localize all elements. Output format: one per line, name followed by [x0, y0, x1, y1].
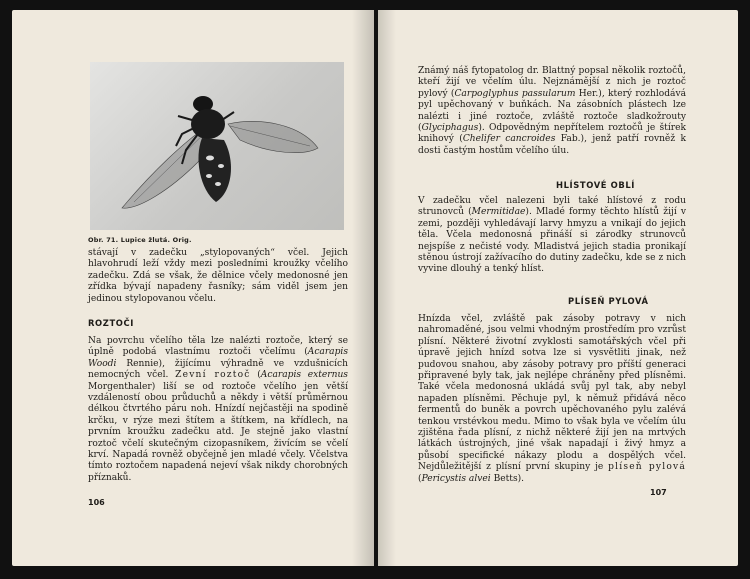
heading-roztoci: ROZTOČI — [88, 318, 134, 328]
p2b: Acarapis Woodi — [88, 347, 348, 369]
r2a: V zadečku včel nalezeni byli také hlístové z rodu strunovců ( — [418, 196, 686, 218]
gutter-shadow-left — [352, 10, 374, 566]
left-para1-text: stávají v zadečku „stylopovaných“ včel. Jejich hlavohrudí leží vždy mezi posledními kroužky včelího zadečku. Zdá se však, že dělnice včely medonosné jen zřídka bývají napadeny řasníky; sám viděl jsem jen jedinou stylopovanou včelu. — [88, 248, 348, 304]
left-paragraph-1 — [88, 248, 348, 305]
p2d: Zevní roztoč — [175, 370, 251, 381]
heading-hlistove-obli: HLÍSTOVÉ OBLÍ — [556, 180, 635, 190]
gutter-shadow-right — [378, 10, 396, 566]
r1d: Glyciphagus — [421, 123, 479, 134]
r3c: ( — [418, 473, 422, 484]
r1b: Carpoglyphus passularum — [454, 88, 576, 99]
page-number-right: 107 — [650, 488, 667, 497]
r1a: Známý náš fytopatolog dr. Blattný popsal několik roztočů, kteří žijí ve včelím úlu. Nejznámější z nich je roztoč pylový ( — [418, 66, 686, 99]
figure-photo-hoverfly — [90, 62, 344, 230]
r1g: Fab.), jenž patří rovněž k dosti častým hostům včelího úlu. — [418, 134, 686, 156]
right-page — [378, 10, 738, 566]
p2c: Rennie), žijícímu výhradně ve vzdušnicích nemocných včel. — [88, 358, 348, 381]
r3e: Betts). — [490, 473, 525, 484]
r2b: Mermitidae — [471, 207, 526, 218]
right-paragraph-3 — [418, 314, 686, 485]
p2f: Acarapis externus — [260, 370, 348, 381]
figure-caption: Obr. 71. Lupice žlutá. Orig. — [88, 236, 192, 244]
left-paragraph-2 — [88, 336, 348, 484]
p2e: ( — [250, 370, 261, 381]
right-paragraph-1 — [418, 66, 686, 157]
r2c: ). Mladé formy těchto hlístů žijí v zemi, později vyhledávají larvy hmyzu a vnikají do jejich těla. Včela medonosná přináší si zárodky strunovců nejspíše z nečisté vody. Mladistvá jejich stadia pronikají stěnou ústrojí zažívacího do dutiny zadečku, kde se z nich vyvine dlouhý a tenký hlíst. — [418, 207, 686, 275]
left-page — [12, 10, 374, 566]
r1f: Chelifer cancroides — [462, 134, 556, 145]
r3b: plíseň pylová — [608, 462, 686, 473]
p2a: Na povrchu včelího těla lze nalézti roztoče, který se úplně podobá vlastnímu roztoči včelímu ( — [88, 336, 348, 358]
r3a: Hnízda včel, zvláště pak zásoby potravy v nich nahromaděné, jsou velmi vhodným prostředím pro vzrůst plísní. Některé životní zvyklosti samotářských včel při úpravě jejich hnízd sotva lze si vysvětliti jinak, než pudovou snahou, aby zásoby potravy pro příští generaci připravené byly tak, jak nejlépe chráněny před plísněmi. Také včela medonosná ukládá svůj pyl tak, aby nebyl napaden plísněmi. Pěchuje pyl, k němuž přidává něco fermentů do buněk a povrch upěchovaného pylu zalévá tenkou vrstévkou medu. Mimo to však byla ve včelím úlu zjištěna řada plísní, z nichž některé žijí jen na mrtvých látkách ústrojných, jiné však napadají i živý hmyz a působí specifické nákazy plodu a dospělých včel. Nejdůležitější z plísní první skupiny je — [418, 314, 686, 473]
heading-plisen-pylova: PLÍSEŇ PYLOVÁ — [568, 296, 649, 306]
r3d: Pericystis alvei — [421, 473, 491, 484]
p2g: Morgenthaler) liší se od roztoče včelího jen větší vzdáleností obou průduchů a někdy i větší průměrnou délkou čtvrtého páru noh. Hnízdí nejčastěji na spodině krčku, v rýze mezi štítem a štítkem, na křídlech, na prvním kroužku zadečku atd. Je stejně jako vlastní roztoč včelí skutečným cizopasníkem, živícím se včelí krví. Napadá rovněž obyčejně jen mladé včely. Včelstva tímto roztočem napadená nejeví však nikdy chorobných příznaků. — [88, 381, 348, 483]
page-number-left: 106 — [88, 498, 105, 507]
r1c: Her.), který rozhlodává pyl upěchovaný v buňkách. Na zásobních plástech lze nalézti i jiné roztoče, zvláště roztoče sladkožrouty ( — [418, 88, 686, 134]
right-paragraph-2 — [418, 196, 686, 276]
r1e: ). Odpovědným nepřítelem roztočů je štírek knihový ( — [418, 123, 686, 145]
insect-illustration — [90, 62, 344, 230]
